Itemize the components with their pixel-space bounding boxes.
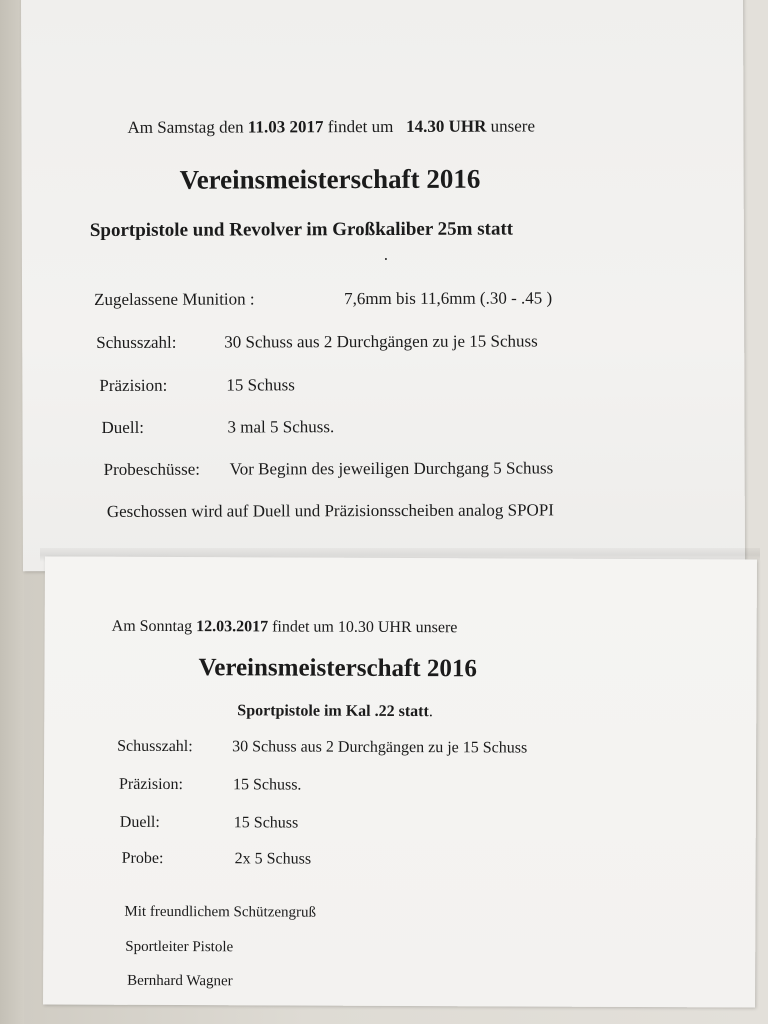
sunday-intro-line [112,619,458,637]
intro-time: 14.30 UHR [406,116,487,136]
row-schusszahl-value: 30 Schuss aus 2 Durchgängen zu je 15 Schuss [224,331,538,352]
row-duell-value: 15 Schuss [233,814,299,832]
row-schusszahl-value: 30 Schuss aus 2 Durchgängen zu je 15 Schuss [232,738,528,757]
intro-prefix: Am Samstag den [127,117,244,137]
sunday-title: Vereinsmeisterschaft 2016 [198,654,477,683]
signature-role: Sportleiter Pistole [125,938,234,956]
intro-mid: findet um [327,116,394,137]
subtitle-bold: Sportpistole im Kal .22 statt [237,702,429,721]
intro-prefix: Am Sonntag [111,617,193,636]
row-praezision-value: 15 Schuss. [232,776,302,794]
intro-date: 11.03 2017 [247,117,324,137]
intro-suffix: findet um 10.30 UHR unsere [272,618,458,637]
closing-greeting: Mit freundlichem Schützengruß [124,903,317,921]
stray-dot [385,258,387,260]
intro-date: 12.03.2017 [196,618,269,636]
saturday-intro-line [127,117,535,135]
saturday-note: Geschossen wird auf Duell und Präzisionsscheiben analog SPOPI [106,500,554,521]
sunday-subtitle [237,703,433,720]
row-munition-value: 7,6mm bis 11,6mm (.30 - .45 ) [344,288,553,309]
row-praezision-value: 15 Schuss [226,375,295,395]
row-probe-label: Probe: [121,849,164,867]
notice-sheet-sunday [43,556,757,1007]
intro-suffix: unsere [490,116,536,136]
row-munition-label: Zugelassene Munition : [94,289,255,310]
saturday-title: Vereinsmeisterschaft 2016 [179,163,481,195]
row-duell-label: Duell: [119,813,160,831]
row-probe-value: 2x 5 Schuss [234,850,312,868]
signature-name: Bernhard Wagner [127,972,233,990]
row-praezision-label: Präzision: [99,375,168,395]
row-probe-label: Probeschüsse: [103,459,201,479]
notice-sheet-saturday [21,0,745,571]
row-schusszahl-label: Schusszahl: [96,332,177,353]
row-probe-value: Vor Beginn des jeweiligen Durchgang 5 Schuss [229,458,554,479]
row-schusszahl-label: Schusszahl: [117,737,193,756]
row-praezision-label: Präzision: [118,775,184,794]
row-duell-label: Duell: [101,417,145,437]
subtitle-end: . [428,703,433,721]
row-duell-value: 3 mal 5 Schuss. [227,417,335,437]
wall-background [0,0,24,1024]
saturday-subtitle: Sportpistole und Revolver im Großkaliber 25m statt [89,218,514,242]
